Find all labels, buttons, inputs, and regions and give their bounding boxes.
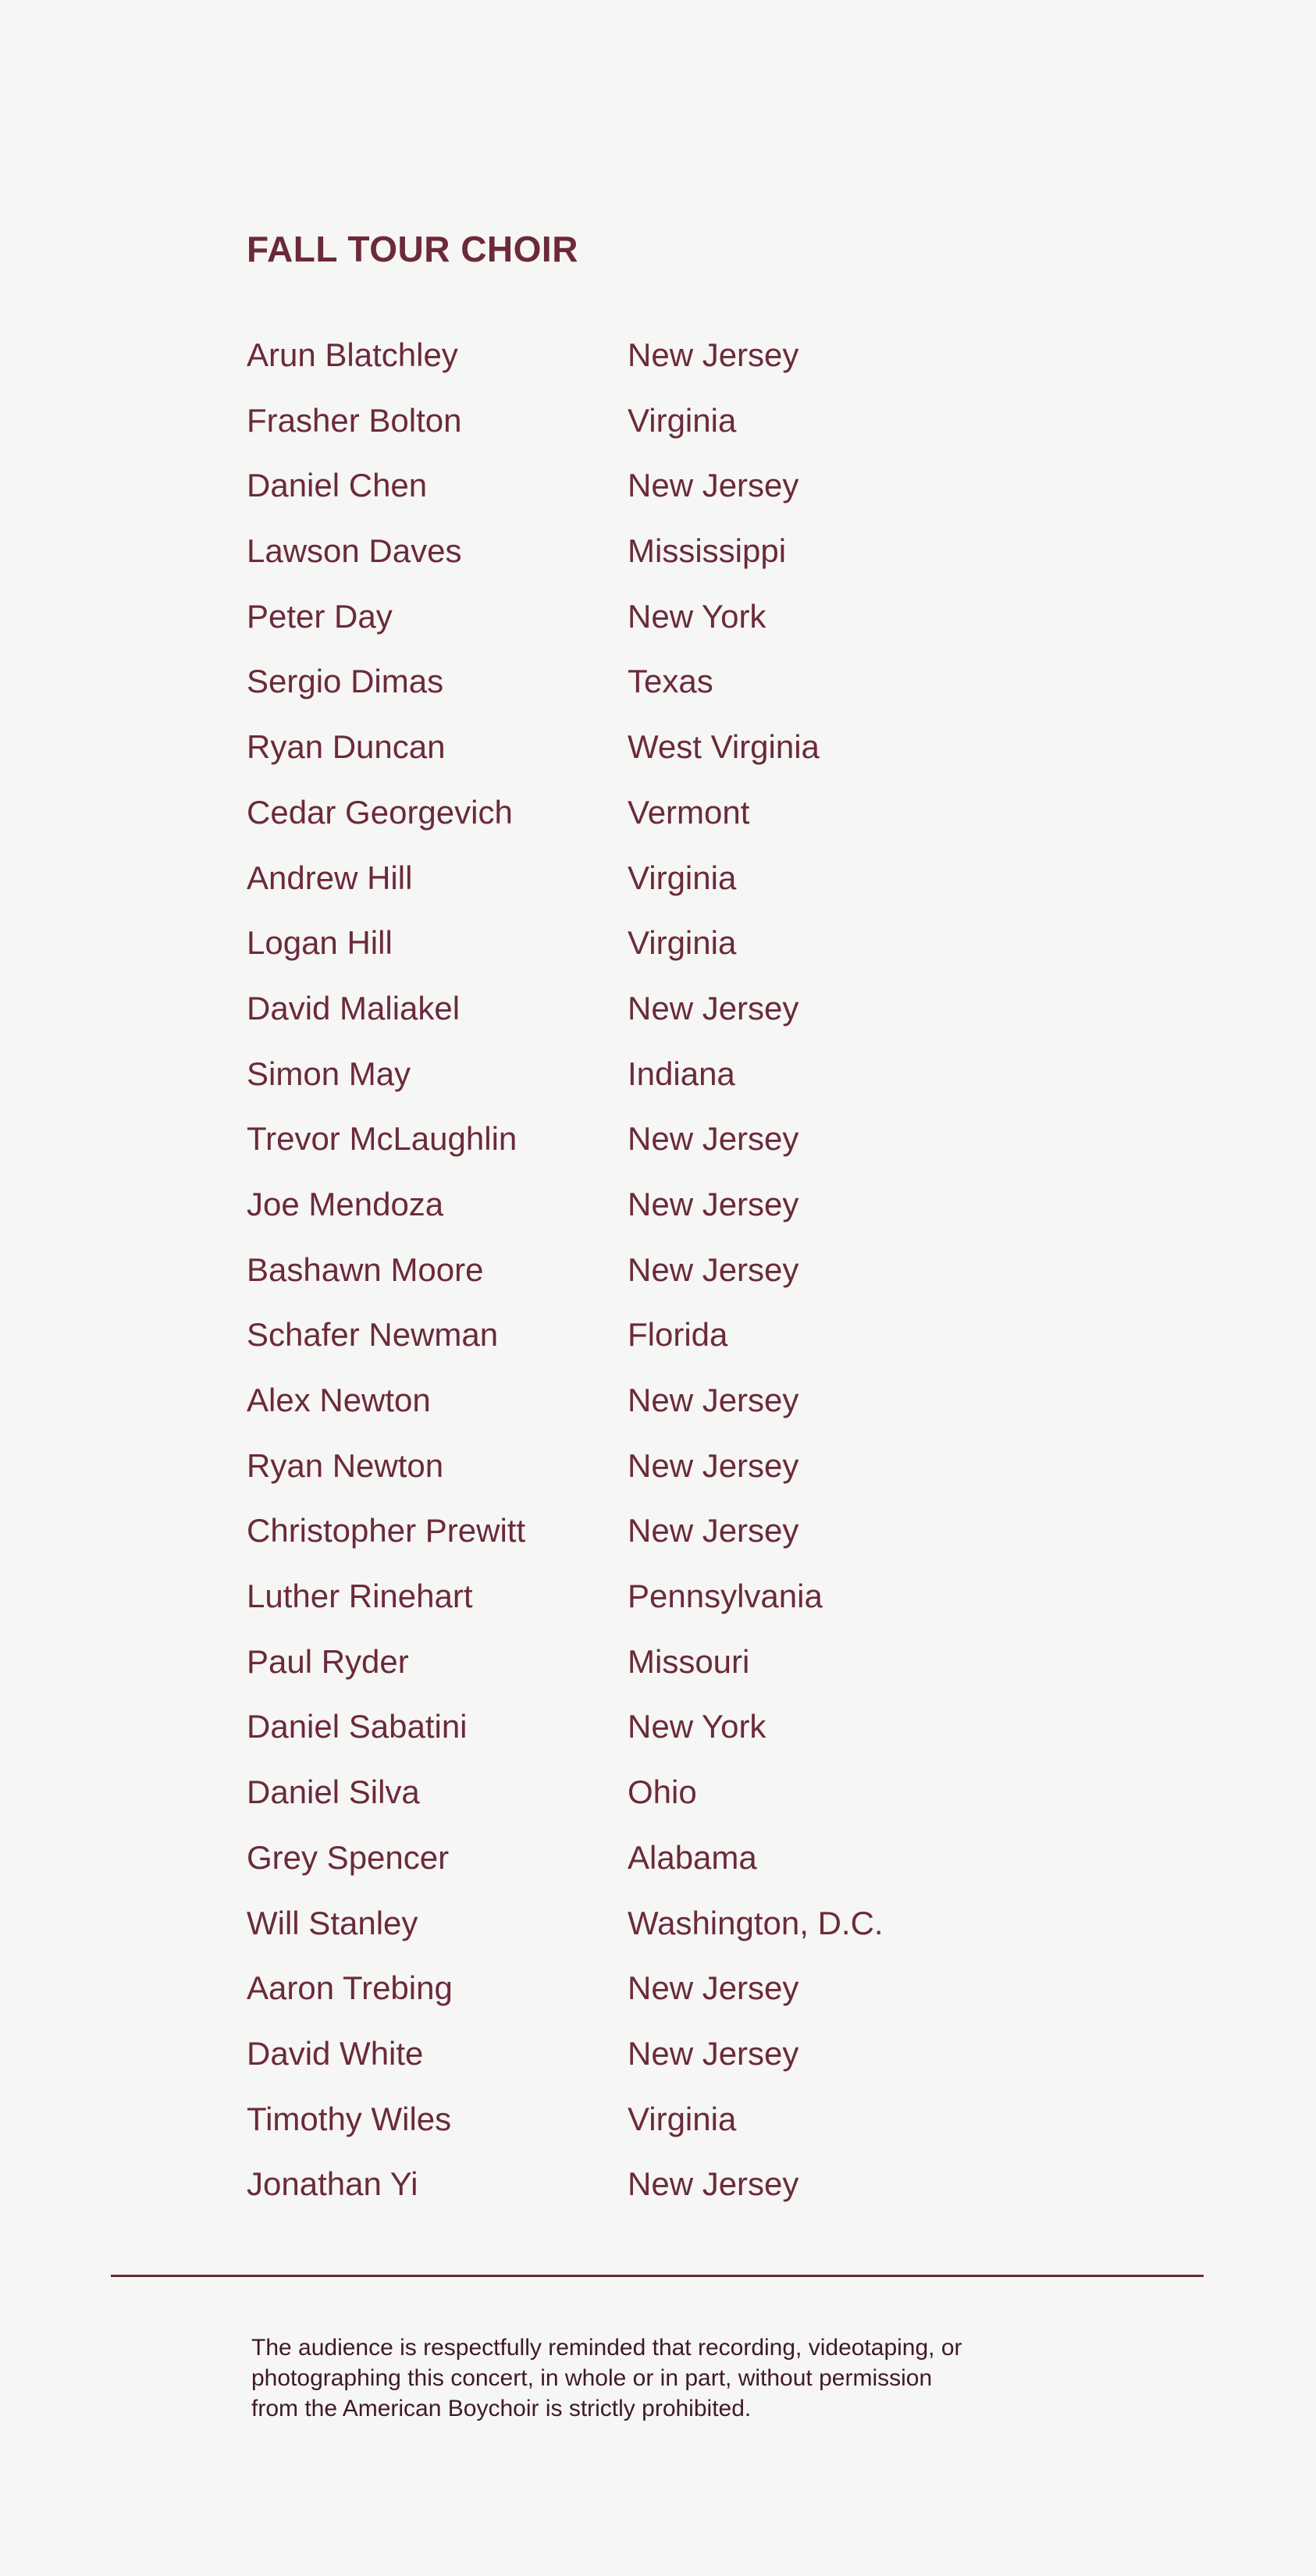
member-name: Christopher Prewitt	[247, 1512, 526, 1550]
member-state: Vermont	[628, 793, 750, 831]
member-state: New York	[628, 597, 766, 635]
member-state: New Jersey	[628, 1512, 799, 1550]
roster-row	[247, 328, 1027, 393]
roster-row	[247, 916, 1027, 981]
member-name: David White	[247, 2034, 424, 2072]
roster-row	[247, 393, 1027, 459]
member-name: Ryan Duncan	[247, 728, 446, 766]
section-heading: FALL TOUR CHOIR	[247, 229, 578, 269]
member-state: Indiana	[628, 1055, 735, 1092]
member-name: Arun Blatchley	[247, 336, 458, 373]
member-state: New York	[628, 1708, 766, 1745]
roster-row	[247, 1439, 1027, 1504]
member-name: Daniel Chen	[247, 467, 428, 504]
choir-roster	[247, 328, 1027, 2222]
roster-row	[247, 1699, 1027, 1765]
member-name: Peter Day	[247, 597, 393, 635]
roster-row	[247, 1308, 1027, 1373]
member-name: David Maliakel	[247, 989, 461, 1026]
roster-row	[247, 1635, 1027, 1700]
member-name: Ryan Newton	[247, 1446, 444, 1484]
member-state: New Jersey	[628, 1185, 799, 1222]
member-name: Daniel Sabatini	[247, 1708, 468, 1745]
member-name: Daniel Silva	[247, 1774, 420, 1811]
roster-row	[247, 1112, 1027, 1177]
roster-row	[247, 851, 1027, 916]
member-state: New Jersey	[628, 1382, 799, 1418]
member-name: Will Stanley	[247, 1904, 418, 1941]
divider	[111, 2275, 1204, 2277]
member-name: Simon May	[247, 1055, 411, 1092]
member-state: New Jersey	[628, 2034, 799, 2072]
member-name: Timothy Wiles	[247, 2100, 452, 2137]
member-name: Joe Mendoza	[247, 1185, 444, 1222]
member-state: New Jersey	[628, 1251, 799, 1288]
roster-row	[247, 524, 1027, 589]
member-state: New Jersey	[628, 2165, 799, 2203]
roster-row	[247, 1831, 1027, 1896]
member-state: Virginia	[628, 859, 737, 896]
notice-line: from the American Boychoir is strictly prohibited.	[251, 2396, 752, 2421]
roster-row	[247, 1503, 1027, 1569]
member-name: Aaron Trebing	[247, 1969, 453, 2007]
member-name: Lawson Daves	[247, 532, 462, 570]
member-name: Schafer Newman	[247, 1316, 499, 1354]
member-name: Frasher Bolton	[247, 401, 462, 439]
roster-row	[247, 654, 1027, 720]
roster-row	[247, 1569, 1027, 1635]
roster-row	[247, 1047, 1027, 1112]
member-state: Texas	[628, 663, 713, 700]
roster-row	[247, 1896, 1027, 1962]
member-name: Andrew Hill	[247, 859, 413, 896]
roster-row	[247, 1765, 1027, 1831]
roster-row	[247, 2092, 1027, 2158]
roster-row	[247, 1243, 1027, 1308]
roster-row	[247, 1961, 1027, 2026]
member-state: Mississippi	[628, 532, 787, 570]
roster-row	[247, 2026, 1027, 2092]
member-name: Bashawn Moore	[247, 1251, 484, 1288]
notice-line: photographing this concert, in whole or in part, without permission	[251, 2365, 933, 2391]
member-state: West Virginia	[628, 728, 820, 766]
member-state: New Jersey	[628, 1120, 799, 1158]
member-state: Virginia	[628, 401, 737, 439]
member-name: Jonathan Yi	[247, 2165, 418, 2203]
member-state: Florida	[628, 1316, 728, 1354]
notice-line: The audience is respectfully reminded that recording, videotaping, or	[251, 2335, 962, 2361]
recording-notice	[251, 2332, 1040, 2424]
roster-row	[247, 1373, 1027, 1439]
member-name: Luther Rinehart	[247, 1578, 473, 1615]
member-name: Trevor McLaughlin	[247, 1120, 518, 1158]
member-name: Cedar Georgevich	[247, 793, 513, 831]
member-state: New Jersey	[628, 989, 799, 1026]
member-name: Paul Ryder	[247, 1642, 409, 1680]
roster-row	[247, 2157, 1027, 2222]
member-name: Grey Spencer	[247, 1838, 450, 1876]
member-name: Alex Newton	[247, 1382, 431, 1418]
member-name: Sergio Dimas	[247, 663, 444, 700]
roster-row	[247, 458, 1027, 524]
member-state: New Jersey	[628, 336, 799, 373]
member-state: Alabama	[628, 1838, 757, 1876]
member-state: New Jersey	[628, 1969, 799, 2007]
member-state: Pennsylvania	[628, 1578, 823, 1615]
member-state: Washington, D.C.	[628, 1904, 884, 1941]
roster-row	[247, 785, 1027, 851]
member-state: Missouri	[628, 1642, 750, 1680]
roster-row	[247, 981, 1027, 1047]
member-state: Virginia	[628, 2100, 737, 2137]
member-state: Ohio	[628, 1774, 697, 1811]
roster-row	[247, 1177, 1027, 1243]
roster-row	[247, 720, 1027, 785]
member-name: Logan Hill	[247, 924, 393, 962]
member-state: New Jersey	[628, 1446, 799, 1484]
roster-row	[247, 589, 1027, 655]
member-state: New Jersey	[628, 467, 799, 504]
member-state: Virginia	[628, 924, 737, 962]
